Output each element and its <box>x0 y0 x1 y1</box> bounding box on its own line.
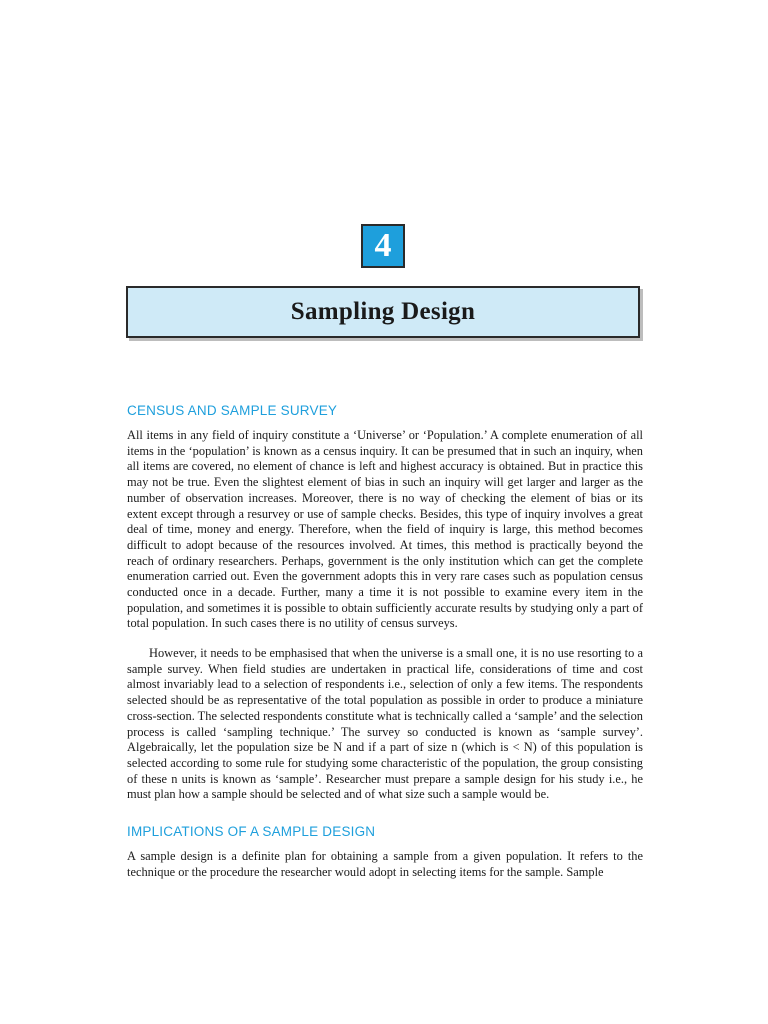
section-heading-census: CENSUS AND SAMPLE SURVEY <box>127 403 338 418</box>
chapter-title: Sampling Design <box>290 298 476 325</box>
section-heading-implications: IMPLICATIONS OF A SAMPLE DESIGN <box>127 824 376 839</box>
paragraph-census-1: All items in any field of inquiry constitute a ‘Universe’ or ‘Population.’ A complete enumeration of all items in the ‘population’ is known as a census inquiry. It can be presumed that in such an inquiry, when all items are covered, no element of chance is left and highest accuracy is obtained. But in practice this may not be true. Even the slightest element of bias in such an inquiry will get larger and larger as the number of observation increases. Moreover, there is no way of checking the element of bias or its extent except through a resurvey or use of sample checks. Besides, this type of inquiry involves a great deal of time, money and energy. Therefore, when the field of inquiry is large, this method becomes difficult to adopt because of the resources involved. At times, this method is practically beyond the reach of ordinary researchers. Perhaps, government is the only institution which can get the complete enumeration carried out. Even the government adopts this in very rare cases such as population census conducted once in a decade. Further, many a time it is not possible to examine every item in the population, and sometimes it is possible to obtain sufficiently accurate results by studying only a part of total population. In such cases there is no utility of census surveys. <box>127 428 643 631</box>
chapter-number-badge <box>361 224 405 268</box>
chapter-number: 4 <box>374 227 392 264</box>
paragraph-implications-1: A sample design is a definite plan for obtaining a sample from a given population. It refers to the technique or the procedure the researcher would adopt in selecting items for the sample. Sample <box>127 849 643 879</box>
paragraph-census-2: However, it needs to be emphasised that when the universe is a small one, it is no use resorting to a sample survey. When field studies are undertaken in practical life, considerations of time and cost almost invariably lead to a selection of respondents i.e., selection of only a few items. The respondents selected should be as representative of the total population as possible in order to produce a miniature cross-section. The selected respondents constitute what is technically called a ‘sample’ and the selection process is called ‘sampling technique.’ The survey so conducted is known as ‘sample survey’. Algebraically, let the population size be N and if a part of size n (which is < N) of this population is selected according to some rule for studying some characteristic of the population, the group consisting of these n units is known as ‘sample’. Researcher must prepare a sample design for his study i.e., he must plan how a sample should be selected and of what size such a sample would be. <box>127 646 643 802</box>
chapter-title-box <box>126 286 640 338</box>
